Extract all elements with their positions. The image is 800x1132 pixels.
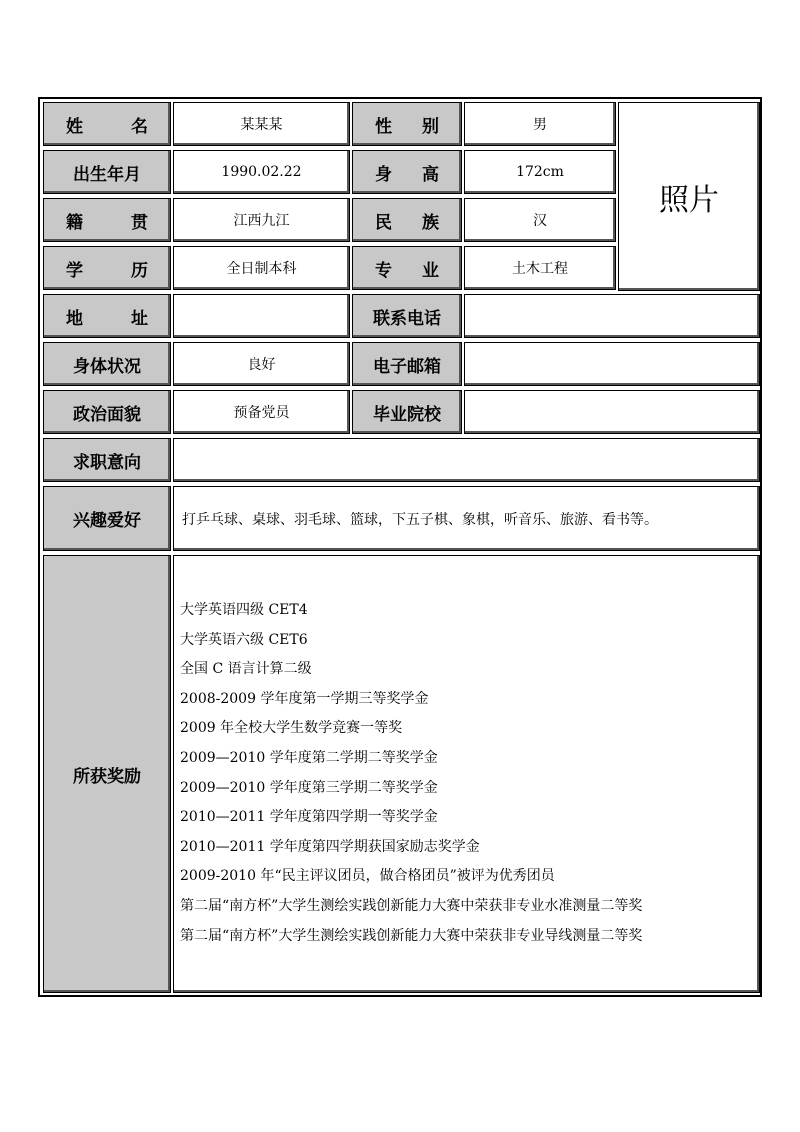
label-name-char-2: 名 [131,116,148,137]
label-origin-char-1: 籍 [66,212,83,233]
value-ethnicity: 汉 [464,198,616,242]
label-major-char-2: 业 [422,260,439,281]
award-item: 2008-2009 学年度第一学期三等奖学金 [180,690,429,707]
label-phone: 联系电话 [352,294,462,338]
label-ethnicity [352,198,462,242]
award-item: 2009 年全校大学生数学竞赛一等奖 [180,720,403,737]
award-item: 第二届“南方杯”大学生测绘实践创新能力大赛中荣获非专业导线测量二等奖 [180,927,643,944]
value-gender: 男 [464,102,616,146]
award-item: 2010—2011 学年度第四学期一等奖学金 [180,809,438,826]
award-item: 大学英语四级 CET4 [180,602,308,618]
label-origin [43,198,171,242]
photo-box: 照片 [618,102,760,291]
label-name-char-1: 姓 [66,116,83,137]
value-height: 172cm [464,150,616,194]
label-intent: 求职意向 [43,438,171,482]
label-school: 毕业院校 [352,390,462,434]
label-ethnicity-char-1: 民 [375,212,392,233]
label-ethnicity-char-2: 族 [422,212,439,233]
label-health: 身体状况 [43,342,171,386]
value-hobbies: 打乒乓球、桌球、羽毛球、篮球，下五子棋、象棋，听音乐、旅游、看书等。 [173,486,760,551]
value-address [173,294,350,338]
label-origin-char-2: 贯 [131,212,148,233]
value-name: 某某某 [173,102,350,146]
value-email [464,342,760,386]
label-height-char-2: 高 [422,164,439,185]
label-education-char-1: 学 [66,260,83,281]
label-birth: 出生年月 [43,150,171,194]
label-gender-char-2: 别 [422,116,439,137]
label-hobbies: 兴趣爱好 [43,486,171,551]
label-gender-char-1: 性 [375,116,392,137]
award-item: 全国 C 语言计算二级 [180,661,312,678]
value-origin: 江西九江 [173,198,350,242]
value-phone [464,294,760,338]
label-height-char-1: 身 [375,164,392,185]
label-address-char-2: 址 [131,308,148,329]
label-major [352,246,462,290]
value-school [464,390,760,434]
label-email: 电子邮箱 [352,342,462,386]
award-item: 2009—2010 学年度第三学期二等奖学金 [180,779,438,796]
award-item: 大学英语六级 CET6 [180,631,308,648]
label-education [43,246,171,290]
award-item: 第二届“南方杯”大学生测绘实践创新能力大赛中荣获非专业水准测量二等奖 [180,897,643,914]
value-intent [173,438,760,482]
value-health: 良好 [173,342,350,386]
awards-list [173,555,760,993]
label-education-char-2: 历 [131,260,148,281]
value-education: 全日制本科 [173,246,350,290]
label-name [43,102,171,146]
label-address-char-1: 地 [66,308,83,329]
label-awards: 所获奖励 [43,555,171,993]
label-address [43,294,171,338]
value-political: 预备党员 [173,390,350,434]
award-item: 2009—2010 学年度第二学期二等奖学金 [180,749,438,766]
award-item: 2010—2011 学年度第四学期获国家励志奖学金 [180,838,480,855]
label-height [352,150,462,194]
label-major-char-1: 专 [375,260,392,281]
resume-table [38,97,762,997]
label-political: 政治面貌 [43,390,171,434]
label-gender [352,102,462,146]
award-item: 2009-2010 年“民主评议团员，做合格团员”被评为优秀团员 [180,868,555,885]
value-major: 土木工程 [464,246,616,290]
value-birth: 1990.02.22 [173,150,350,194]
